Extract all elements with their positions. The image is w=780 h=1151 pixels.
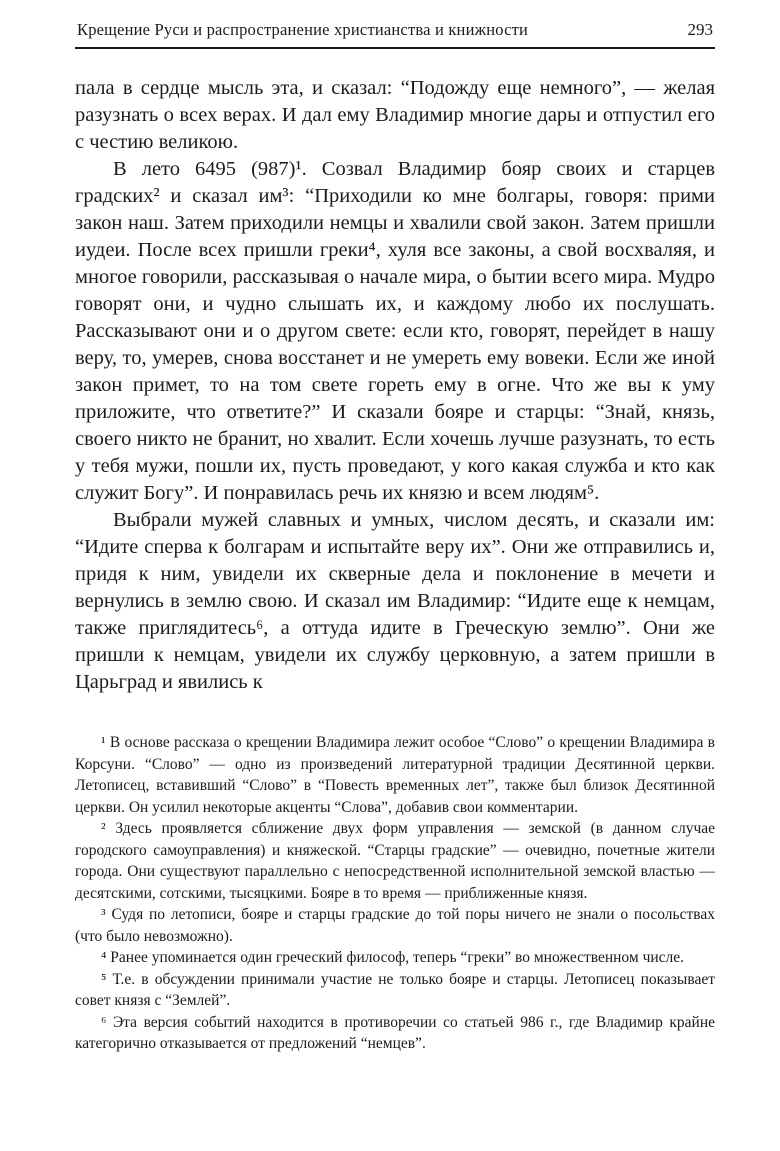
body-text [75,75,715,696]
footnotes-section [75,732,715,1055]
footnote: ⁶ Эта версия событий находится в противоречии со статьей 986 г., где Владимир крайне категорично отказывается от предложений “немцев”. [75,1013,715,1052]
footnote: ¹ В основе рассказа о крещении Владимира лежит особое “Слово” о крещении Владимира в Корсуни. “Слово” — одно из произведений литературной традиции Десятинной церкви. Летописец, вставивший “Слово” в “Повесть временных лет”, также был близок Десятинной церкви. Он усилил некоторые акценты “Слова”, добавив свои комментарии. [75,734,715,816]
body-paragraph: В лето 6495 (987)¹. Созвал Владимир бояр своих и старцев градских² и сказал им³: “Приходили ко мне болгары, говоря: прими закон наш. Затем приходили немцы и хвалили свой закон. Затем пришли иудеи. После всех пришли греки⁴, хуля все законы, а свой восхваляя, и многое говорили, рассказывая о начале мира, о бытии всего мира. Мудро говорят они, и чудно слышать их, и каждому любо их послушать. Рассказывают они и о другом свете: если кто, говорят, перейдет в нашу веру, то, умерев, снова восстанет и не умереть ему вовеки. Если же иной закон примет, то на том свете гореть ему в огне. Что же вы к уму приложите, что ответите?” И сказали бояре и старцы: “Знай, князь, своего никто не бранит, но хвалит. Если хочешь лучше разузнать, то есть у тебя мужи, пошли их, пусть проведают, у кого какая служба и кто как служит Богу”. И понравилась речь их князю и всем людям⁵. [75,158,715,504]
page-header [75,20,715,49]
body-paragraph: Выбрали мужей славных и умных, числом десять, и сказали им: “Идите сперва к болгарам и испытайте веру их”. Они же отправились и, придя к ним, увидели их скверные дела и поклонение в мечети и вернулись в землю свою. И сказал им Владимир: “Идите еще к немцам, также приглядитесь⁶, а оттуда идите в Греческую землю”. Они же пришли к немцам, увидели их службу церковную, а затем пришли в Царьград и явились к [75,509,715,693]
page-number: 293 [687,20,713,39]
footnote: ² Здесь проявляется сближение двух форм управления — земской (в данном случае городского самоуправления) и княжеской. “Старцы градские” — очевидно, почетные жители города. Они существуют параллельно с непосредственной исполнительной земской властью — десятскими, сотскими, тысяцкими. Бояре в то время — приближенные князя. [75,820,715,902]
footnote: ³ Судя по летописи, бояре и старцы градские до той поры ничего не знали о посольствах (что было невозможно). [75,906,715,945]
running-title: Крещение Руси и распространение христианства и книжности [77,20,529,39]
body-paragraph: пала в сердце мысль эта, и сказал: “Подожду еще немного”, — желая разузнать о всех верах. И дал ему Владимир многие дары и отпустил его с честию великою. [75,77,715,153]
footnote: ⁴ Ранее упоминается один греческий философ, теперь “греки” во множественном числе. [101,949,685,966]
footnote: ⁵ Т.е. в обсуждении принимали участие не только бояре и старцы. Летописец показывает совет князя с “Землей”. [75,970,715,1009]
